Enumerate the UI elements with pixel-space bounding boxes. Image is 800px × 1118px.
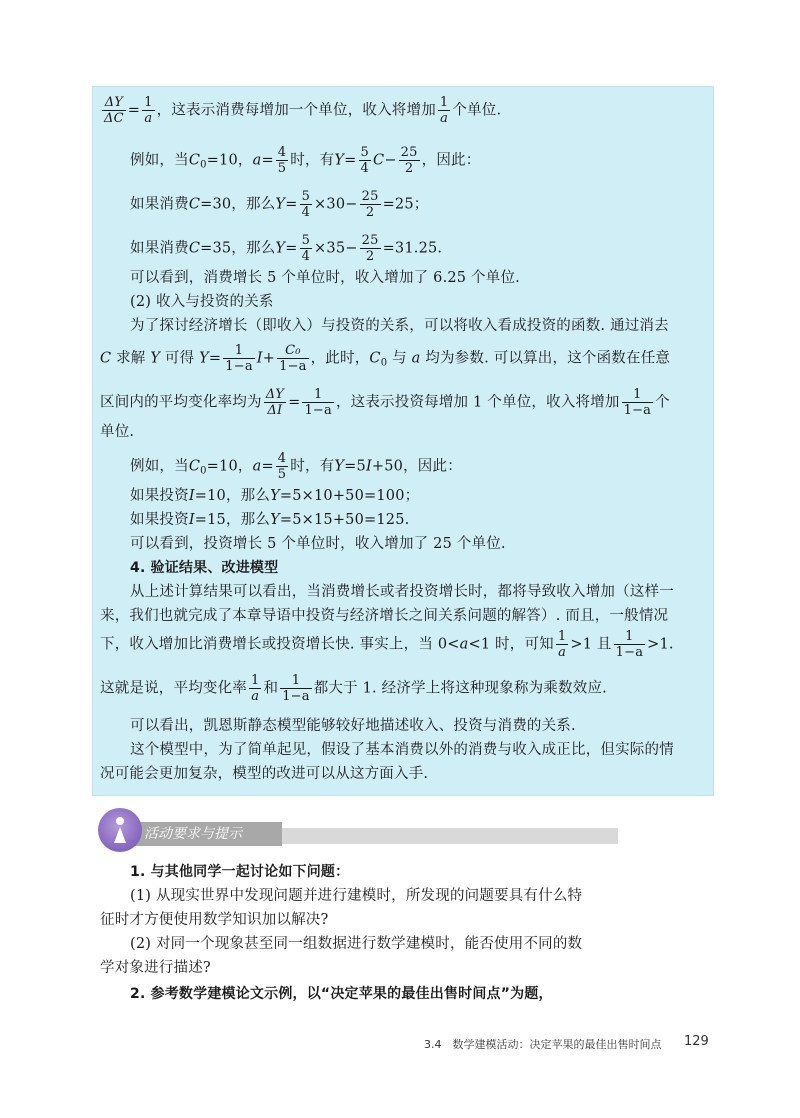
fraction: $\frac{\Delta Y}{\Delta C}$ xyxy=(104,95,124,126)
fraction: $\frac{1}{1-a}$ xyxy=(282,673,310,704)
fraction: $\frac{1}{a}$ xyxy=(439,95,449,126)
panel-line-21: 这个模型中，为了简单起见，假设了基本消费以外的消费与收入成正比，但实际的情 xyxy=(130,742,674,758)
activity-q1: 1. 与其他同学一起讨论如下问题： xyxy=(130,864,350,880)
footer-section-title: 3.4 数学建模活动：决定苹果的最佳出售时间点 xyxy=(424,1038,662,1051)
fraction: $\frac{1}{a}$ xyxy=(144,95,153,126)
panel-line-5: 可以看到，消费增长 5 个单位时，收入增加了 6.25 个单位. xyxy=(130,270,520,286)
panel-line-16: 从上述计算结果可以看出，当消费增长或者投资增长时，都将导致收入增加（这样一 xyxy=(130,584,674,600)
panel-line-8: C 求解 Y 可得 Y= $\frac{1}{1-a}$ I+ $\frac{\text{C₀}}{1-a}$ ，此时，$C_0$ 与 a 均为参数. 可以算出，这个函数在任意 xyxy=(100,343,671,374)
activity-label: 活动要求与提示 xyxy=(132,822,282,846)
fraction: $\frac{25}{2}$ xyxy=(361,233,379,264)
person-icon xyxy=(112,816,128,844)
panel-line-14: 可以看到，投资增长 5 个单位时，收入增加了 25 个单位. xyxy=(130,536,506,552)
panel-line-6: (2) 收入与投资的关系 xyxy=(130,294,274,310)
header-rule xyxy=(270,828,618,844)
panel-line-1: $\frac{\Delta Y}{\Delta C}$ = $\frac{1}{a}$ ，这表示消费每增加一个单位，收入将增加 $\frac{1}{a}$ 个单位. xyxy=(104,95,502,126)
panel-line-10: 单位. xyxy=(100,424,135,440)
fraction: $\frac{25}{2}$ xyxy=(400,145,418,176)
activity-q1a: (1) 从现实世界中发现问题并进行建模时，所发现的问题要具有什么特 xyxy=(130,888,583,904)
activity-q1b: (2) 对同一个现象甚至同一组数据进行数学建模时，能否使用不同的数 xyxy=(130,936,583,952)
panel-line-4: 如果消费C=35，那么Y= $\frac{5}{4}$ ×35− $\frac{25}{2}$ =31.25. xyxy=(130,233,443,264)
fraction: $\frac{4}{5}$ xyxy=(277,145,287,176)
fraction: $\frac{1}{1-a}$ xyxy=(304,387,332,418)
panel-line-11: 例如，当$C_0=10$，a= $\frac{4}{5}$ 时，有Y=5I+50，因此： xyxy=(130,451,462,482)
panel-line-19: 这就是说，平均变化率 $\frac{1}{a}$ 和 $\frac{1}{1-a}$ 都大于 1. 经济学上将这种现象称为乘数效应. xyxy=(100,673,607,704)
section-heading: 4. 验证结果、改进模型 xyxy=(130,560,279,576)
fraction: $\frac{1}{1-a}$ xyxy=(623,387,652,418)
activity-q1a-cont: 征时才方便使用数学知识加以解决? xyxy=(100,912,329,928)
fraction: $\frac{1}{a}$ xyxy=(251,673,260,704)
panel-line-12: 如果投资I=10，那么Y=5×10+50=100； xyxy=(130,488,420,504)
activity-header-bar xyxy=(100,822,620,846)
activity-q1b-cont: 学对象进行描述? xyxy=(100,960,211,976)
fraction: $\frac{4}{5}$ xyxy=(277,451,287,482)
activity-q2: 2. 参考数学建模论文示例，以“决定苹果的最佳出售时间点”为题， xyxy=(130,986,553,1002)
activity-person-icon xyxy=(98,808,142,852)
fraction: $\frac{1}{a}$ xyxy=(557,629,567,660)
panel-line-13: 如果投资I=15，那么Y=5×15+50=125. xyxy=(130,512,410,528)
panel-line-22: 况可能会更加复杂，模型的改进可以从这方面入手. xyxy=(100,766,429,782)
page-number: 129 xyxy=(684,1034,709,1049)
fraction: $\frac{5}{4}$ xyxy=(360,145,370,176)
panel-line-9: 区间内的平均变化率均为 $\frac{\Delta Y}{\Delta I}$ = $\frac{1}{1-a}$ ，这表示投资每增加 1 个单位，收入将增加 $\frac{1}{1-a}$ 个 xyxy=(100,387,670,418)
fraction: $\frac{5}{4}$ xyxy=(301,189,311,220)
fraction: $\frac{1}{1-a}$ xyxy=(225,343,253,374)
fraction: $\frac{\Delta Y}{\Delta I}$ xyxy=(265,387,285,418)
fraction: $\frac{5}{4}$ xyxy=(301,233,311,264)
panel-line-2: 例如，当$C_0=10$，a= $\frac{4}{5}$ 时，有Y= $\frac{5}{4}$ C− $\frac{25}{2}$ ，因此： xyxy=(130,145,481,176)
panel-line-18: 下，收入增加比消费增长或投资增长快. 事实上，当 0<a<1 时，可知 $\frac{1}{a}$ >1 且 $\frac{1}{1-a}$ >1. xyxy=(100,629,674,660)
panel-line-3: 如果消费C=30，那么Y= $\frac{5}{4}$ ×30− $\frac{25}{2}$ =25； xyxy=(130,189,429,220)
fraction: $\frac{\text{C₀}}{1-a}$ xyxy=(279,343,307,374)
fraction: $\frac{25}{2}$ xyxy=(361,189,379,220)
fraction: $\frac{1}{1-a}$ xyxy=(615,629,644,660)
panel-line-7: 为了探讨经济增长（即收入）与投资的关系，可以将收入看成投资的函数. 通过消去 xyxy=(130,318,669,334)
panel-line-17: 来，我们也就完成了本章导语中投资与经济增长之间关系问题的解答）. 而且，一般情况 xyxy=(100,608,669,624)
panel-line-20: 可以看出，凯恩斯静态模型能够较好地描述收入、投资与消费的关系. xyxy=(130,718,576,734)
